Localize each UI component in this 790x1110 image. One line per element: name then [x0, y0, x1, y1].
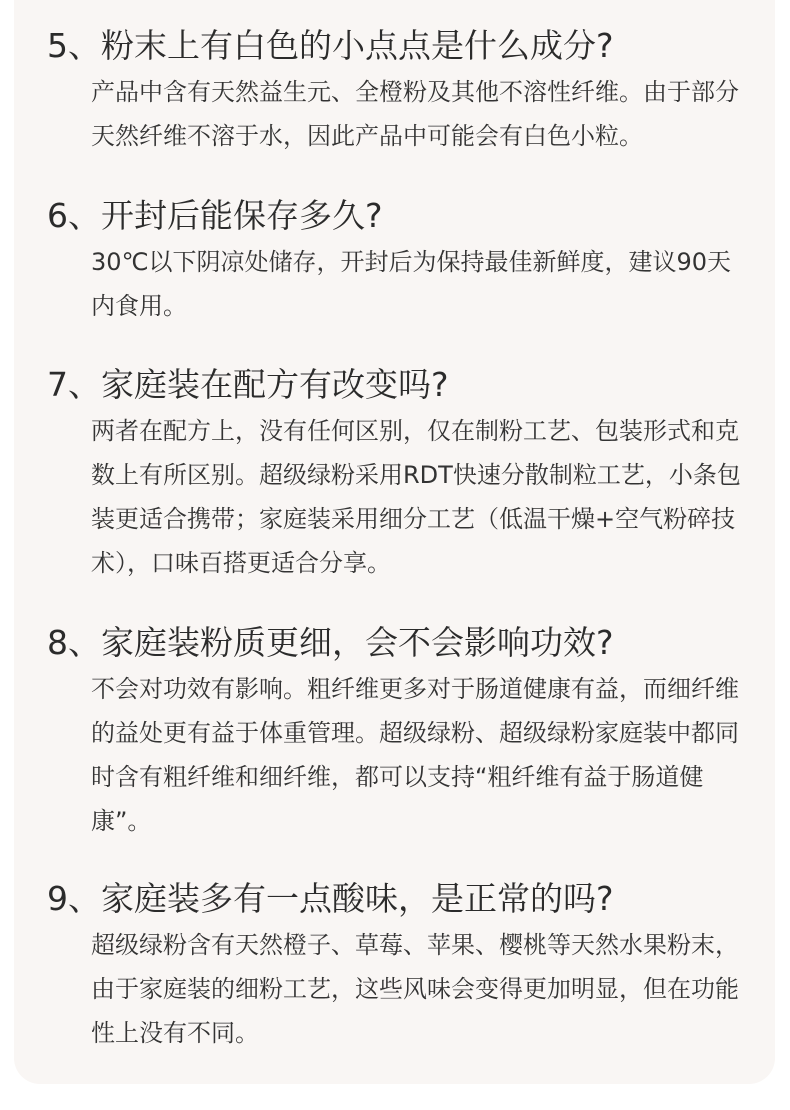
faq-item-8 — [14, 621, 775, 843]
faq-answer: 两者在配方上，没有任何区别，仅在制粉工艺、包装形式和克数上有所区别。超级绿粉采用RDT快速分散制粒工艺，小条包装更适合携带；家庭装采用细分工艺（低温干燥+空气粉碎技术），口味百搭更适合分享。 — [91, 417, 741, 577]
faq-question: 6、开封后能保存多久? — [47, 196, 383, 235]
faq-answer: 超级绿粉含有天然橙子、草莓、苹果、樱桃等天然水果粉末，由于家庭装的细粉工艺，这些风味会变得更加明显，但在功能性上没有不同。 — [91, 931, 739, 1047]
faq-item-7 — [14, 363, 775, 585]
faq-card — [14, 0, 775, 1084]
faq-item-5 — [14, 24, 775, 158]
faq-answer: 不会对功效有影响。粗纤维更多对于肠道健康有益，而细纤维的益处更有益于体重管理。超级绿粉、超级绿粉家庭装中都同时含有粗纤维和细纤维，都可以支持“粗纤维有益于肠道健康”。 — [91, 675, 739, 835]
faq-question: 9、家庭装多有一点酸味，是正常的吗? — [47, 879, 614, 918]
faq-item-9 — [14, 877, 775, 1055]
faq-item-6 — [14, 194, 775, 328]
faq-question: 8、家庭装粉质更细，会不会影响功效? — [47, 623, 614, 662]
faq-answer: 30℃以下阴凉处储存，开封后为保持最佳新鲜度，建议90天内食用。 — [91, 248, 732, 320]
faq-answer: 产品中含有天然益生元、全橙粉及其他不溶性纤维。由于部分天然纤维不溶于水，因此产品中可能会有白色小粒。 — [91, 78, 739, 150]
faq-question: 5、粉末上有白色的小点点是什么成分? — [47, 26, 614, 65]
faq-question: 7、家庭装在配方有改变吗? — [47, 365, 449, 404]
